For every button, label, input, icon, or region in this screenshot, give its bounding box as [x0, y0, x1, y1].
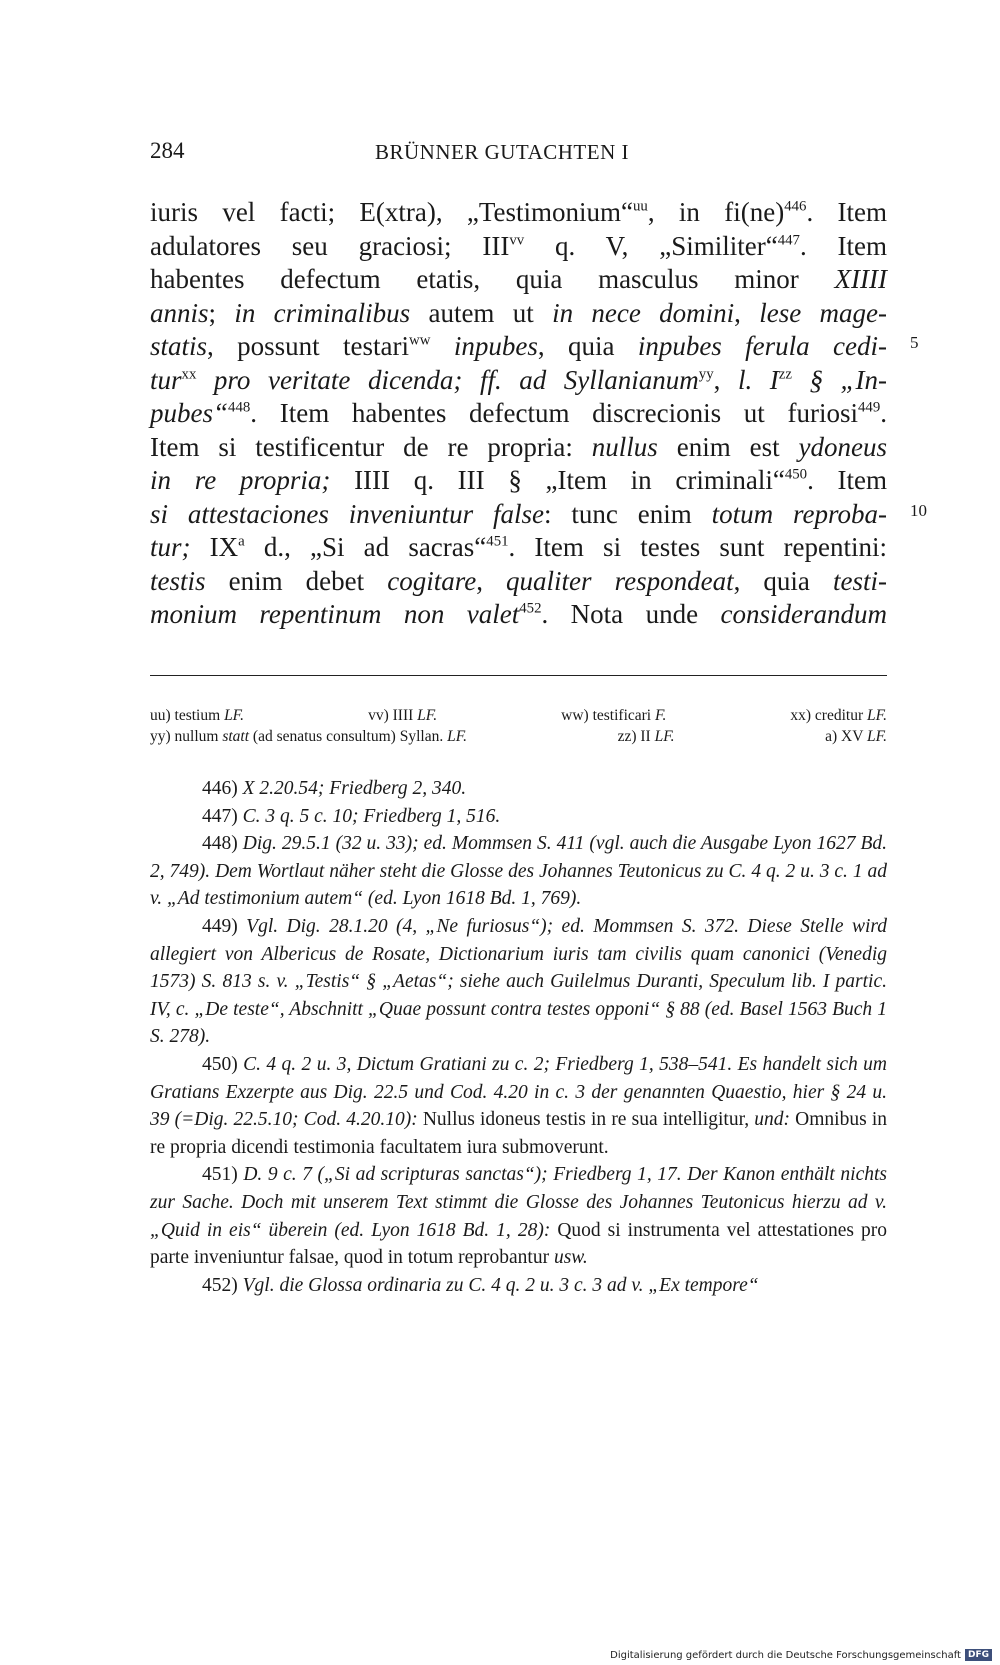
- apparatus-row-2: [150, 728, 887, 746]
- apparatus-entry-a: a) XV LF.: [825, 728, 887, 745]
- footnote-448: 448) Dig. 29.5.1 (32 u. 33); ed. Mommsen S. 411 (vgl. auch die Ausgabe Lyon 1627 Bd. 2, 749). Dem Wortlaut näher steht die Glosse des Johannes Teutonicus zu C. 4 q. 2 u. 3 c. 1 ad v. „Ad testimonium autem“ (ed. Lyon 1618 Bd. 1, 769).: [150, 833, 887, 910]
- line-number-5: 5: [910, 333, 919, 352]
- digitization-watermark: [610, 1649, 992, 1661]
- footnote-451: 451) D. 9 c. 7 („Si ad scripturas sanctas“); Friedberg 1, 17. Der Kanon enthält nichts zur Sache. Doch mit unserem Text stimmt die Glosse des Johannes Teutonicus hierzu ad v. „Quid in eis“ überein (ed. Lyon 1618 Bd. 1, 28): Quod si instrumenta vel attestationes pro parte inveniuntur falsae, quod in totum reprobantur usw.: [150, 1164, 887, 1269]
- text-line-11: tur; $IX^a$ d., „Si ad sacras“$^{451}$. Item si testes sunt repentini:: [150, 532, 887, 562]
- text-line-3: habentes defectum etatis, quia masculus minor XIIII: [150, 264, 887, 294]
- text-line-12: testis enim debet cogitare, qualiter respondeat, quia testi-: [150, 565, 887, 596]
- footnote-449: 449) Vgl. Dig. 28.1.20 (4, „Ne furiosus“); ed. Mommsen S. 372. Diese Stelle wird allegiert von Albericus de Rosate, Dictionarium iuris tam civilis quam canonici (Venedig 1573) S. 813 s. v. „Testis“ § „Aetas“; siehe auch Guilelmus Duranti, Speculum lib. I partic. IV, c. „De teste“, Abschnitt „Quae possunt contra testes opponi“ § 88 (ed. Basel 1563 Buch 1 S. 278).: [150, 915, 887, 1048]
- text-line-4: annis; in criminalibus autem ut in nece domini, lese mage-: [150, 297, 887, 328]
- watermark-text: Digitalisierung gefördert durch die Deutsche Forschungsgemeinschaft: [610, 1649, 961, 1661]
- dfg-logo: DFG: [965, 1649, 992, 1661]
- text-line-7: pubes“$^{448}$. Item habentes defectum discrecionis ut furiosi$^{449}$.: [150, 398, 887, 428]
- text-line-10: si attestaciones inveniuntur false: tunc enim totum reproba-: [150, 498, 887, 529]
- footnote-446: 446) X 2.20.54; Friedberg 2, 340.: [202, 778, 467, 799]
- footnote-450: 450) C. 4 q. 2 u. 3, Dictum Gratiani zu c. 2; Friedberg 1, 538–541. Es handelt sich um Gratians Exzerpte aus Dig. 22.5 und Cod. 4.20 in c. 3 der genannten Quaestio, hier § 24 u. 39 (=Dig. 22.5.10; Cod. 4.20.10): Nullus idoneus testis in re sua intelligitur, und: Omnibus in re propria dicendi testimonia facultatem iura submoverunt.: [150, 1053, 887, 1158]
- footnotes: [150, 775, 887, 1299]
- running-title: BRÜNNER GUTACHTEN I: [375, 140, 629, 164]
- apparatus-entry-uu: uu) testium LF.: [150, 707, 245, 724]
- footnote-separator: [150, 675, 887, 676]
- text-line-9: in re propria; IIII q. III § „Item in criminali“$^{450}$. Item: [150, 465, 887, 495]
- text-line-5: statis, possunt testari$^{ww}$ inpubes, quia inpubes ferula cedi-: [150, 331, 887, 361]
- text-line-1: iuris vel facti; E(xtra), „Testimonium“$^{uu}$, in fi(ne)$^{446}$. Item: [150, 197, 887, 227]
- text-line-6: tur$^{xx}$ pro veritate dicenda; ff. ad Syllanianum$^{yy}$, l. $I^{zz}$ § „In-: [150, 364, 888, 395]
- apparatus-row-1: [150, 707, 887, 725]
- main-text: [150, 196, 887, 632]
- line-number-10: 10: [910, 501, 927, 520]
- apparatus-entry-zz: zz) II LF.: [617, 728, 675, 745]
- apparatus-entry-ww: ww) testificari F.: [561, 707, 667, 724]
- apparatus-entry-vv: vv) IIII LF.: [368, 707, 438, 724]
- apparatus-entry-yy: yy) nullum statt (ad senatus consultum) Syllan. LF.: [150, 728, 468, 745]
- footnote-447: 447) C. 3 q. 5 c. 10; Friedberg 1, 516.: [202, 805, 501, 827]
- text-line-13: monium repentinum non valet$^{452}$. Nota unde considerandum: [150, 599, 887, 629]
- text-line-8: Item si testificentur de re propria: nullus enim est ydoneus: [150, 431, 887, 462]
- apparatus-entry-xx: xx) creditur LF.: [790, 707, 887, 724]
- page-number: 284: [150, 138, 185, 163]
- text-line-2: adulatores seu graciosi; III$^{vv}$ q. V, „Similiter“$^{447}$. Item: [150, 230, 888, 261]
- footnote-452: 452) Vgl. die Glossa ordinaria zu C. 4 q. 2 u. 3 c. 3 ad v. „Ex tempore“: [202, 1274, 759, 1296]
